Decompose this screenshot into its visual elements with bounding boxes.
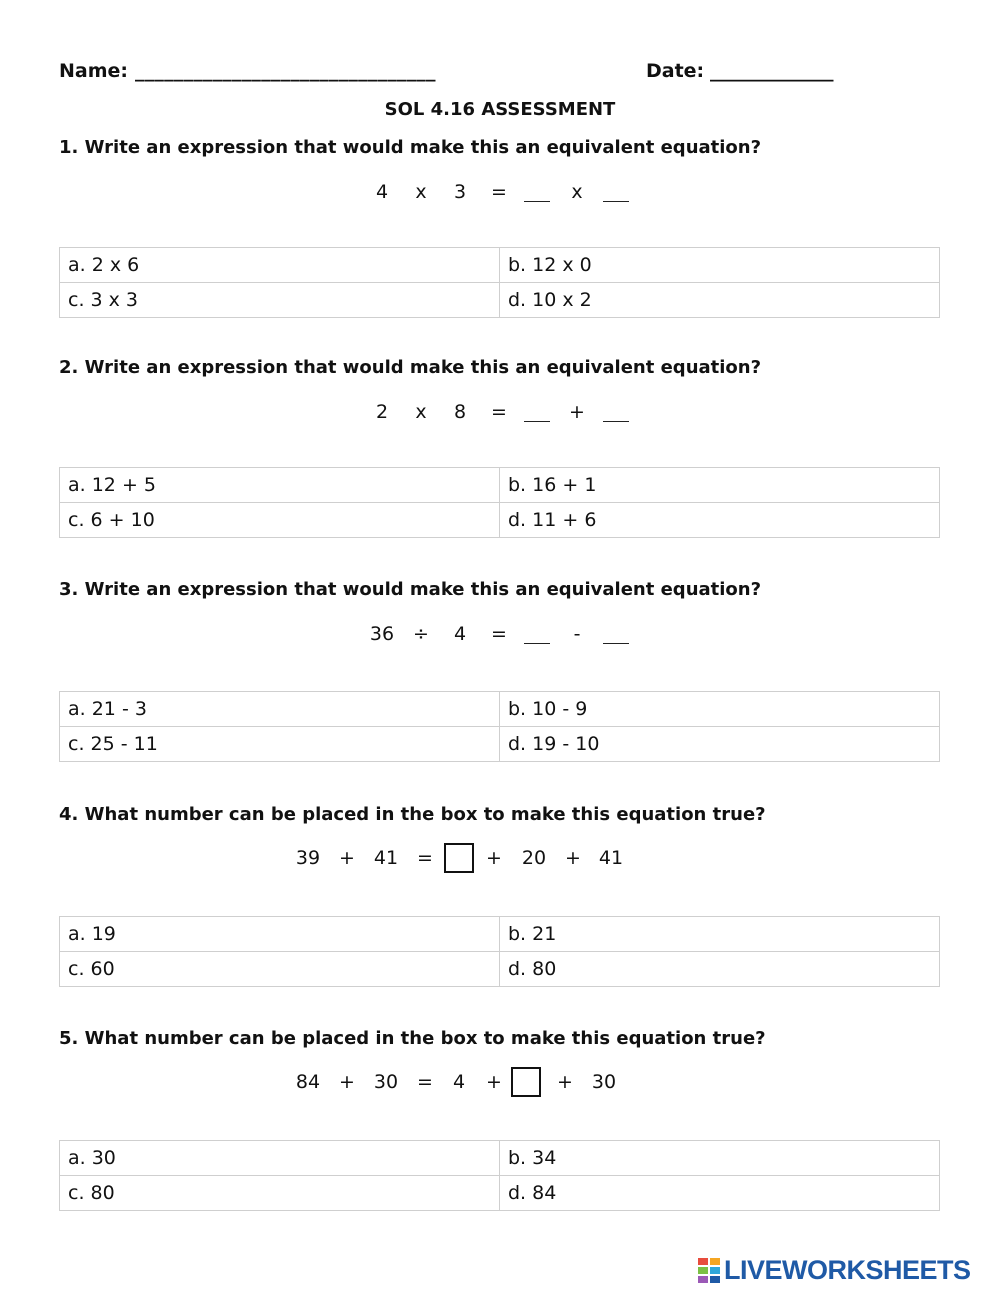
equation-token: = bbox=[491, 401, 507, 423]
equation-token: + bbox=[565, 847, 581, 869]
equation-token: 2 bbox=[375, 401, 389, 423]
equation-token: 84 bbox=[295, 1071, 321, 1093]
equation-token: 3 bbox=[453, 181, 467, 203]
question-2-prompt: 2. Write an expression that would make this an equivalent equation? bbox=[59, 357, 762, 378]
question-4-equation bbox=[0, 847, 1000, 879]
option-b[interactable]: b. 21 bbox=[500, 917, 940, 952]
question-5-prompt: 5. What number can be placed in the box to make this equation true? bbox=[59, 1028, 766, 1049]
question-2-options bbox=[59, 467, 940, 538]
answer-blank[interactable] bbox=[603, 643, 629, 644]
equation-token: 41 bbox=[598, 847, 624, 869]
answer-blank[interactable] bbox=[524, 201, 550, 202]
option-b[interactable]: b. 34 bbox=[500, 1141, 940, 1176]
equation-token: + bbox=[339, 1071, 355, 1093]
question-5-equation bbox=[0, 1071, 1000, 1103]
equation-token: = bbox=[491, 623, 507, 645]
page-title: SOL 4.16 ASSESSMENT bbox=[384, 99, 616, 120]
question-5-options bbox=[59, 1140, 940, 1211]
question-3-options bbox=[59, 691, 940, 762]
question-2-equation bbox=[0, 401, 1000, 429]
equation-token: + bbox=[569, 401, 585, 423]
option-a[interactable]: a. 2 x 6 bbox=[60, 248, 500, 283]
equation-token: 4 bbox=[375, 181, 389, 203]
date-line[interactable]: _____________ bbox=[710, 60, 834, 82]
option-b[interactable]: b. 16 + 1 bbox=[500, 468, 940, 503]
equation-token: + bbox=[486, 1071, 502, 1093]
option-c[interactable]: c. 25 - 11 bbox=[60, 727, 500, 762]
question-4-prompt: 4. What number can be placed in the box to make this equation true? bbox=[59, 804, 766, 825]
option-d[interactable]: d. 19 - 10 bbox=[500, 727, 940, 762]
date-label: Date: bbox=[646, 60, 705, 82]
answer-blank[interactable] bbox=[603, 201, 629, 202]
answer-blank[interactable] bbox=[524, 421, 550, 422]
option-d[interactable]: d. 80 bbox=[500, 952, 940, 987]
answer-box[interactable] bbox=[444, 843, 474, 873]
equation-token: + bbox=[486, 847, 502, 869]
logo-text: LIVEWORKSHEETS bbox=[724, 1255, 971, 1285]
equation-token: + bbox=[339, 847, 355, 869]
equation-token: = bbox=[491, 181, 507, 203]
logo-icon bbox=[698, 1255, 722, 1285]
equation-token: 41 bbox=[373, 847, 399, 869]
name-line[interactable]: _______________________________ bbox=[135, 60, 436, 82]
equation-token: x bbox=[571, 181, 583, 203]
option-c[interactable]: c. 80 bbox=[60, 1176, 500, 1211]
question-3-prompt: 3. Write an expression that would make this an equivalent equation? bbox=[59, 579, 762, 600]
question-4-options bbox=[59, 916, 940, 987]
equation-token: x bbox=[415, 401, 427, 423]
option-d[interactable]: d. 11 + 6 bbox=[500, 503, 940, 538]
option-a[interactable]: a. 12 + 5 bbox=[60, 468, 500, 503]
equation-token: ÷ bbox=[413, 623, 429, 645]
option-a[interactable]: a. 19 bbox=[60, 917, 500, 952]
equation-token: + bbox=[557, 1071, 573, 1093]
option-c[interactable]: c. 6 + 10 bbox=[60, 503, 500, 538]
answer-blank[interactable] bbox=[603, 421, 629, 422]
equation-token: = bbox=[417, 847, 433, 869]
equation-token: x bbox=[415, 181, 427, 203]
question-1-prompt: 1. Write an expression that would make this an equivalent equation? bbox=[59, 137, 762, 158]
option-d[interactable]: d. 84 bbox=[500, 1176, 940, 1211]
equation-token: 36 bbox=[369, 623, 395, 645]
liveworksheets-logo bbox=[698, 1255, 993, 1285]
option-a[interactable]: a. 21 - 3 bbox=[60, 692, 500, 727]
question-1-equation bbox=[0, 181, 1000, 209]
equation-token: 4 bbox=[453, 623, 467, 645]
equation-token: = bbox=[417, 1071, 433, 1093]
equation-token: 20 bbox=[521, 847, 547, 869]
option-c[interactable]: c. 60 bbox=[60, 952, 500, 987]
option-d[interactable]: d. 10 x 2 bbox=[500, 283, 940, 318]
equation-token: 39 bbox=[295, 847, 321, 869]
answer-box[interactable] bbox=[511, 1067, 541, 1097]
question-1-options bbox=[59, 247, 940, 318]
option-a[interactable]: a. 30 bbox=[60, 1141, 500, 1176]
option-b[interactable]: b. 12 x 0 bbox=[500, 248, 940, 283]
equation-token: - bbox=[573, 623, 581, 645]
option-b[interactable]: b. 10 - 9 bbox=[500, 692, 940, 727]
option-c[interactable]: c. 3 x 3 bbox=[60, 283, 500, 318]
question-3-equation bbox=[0, 623, 1000, 651]
equation-token: 30 bbox=[373, 1071, 399, 1093]
equation-token: 8 bbox=[453, 401, 467, 423]
answer-blank[interactable] bbox=[524, 643, 550, 644]
name-label: Name: bbox=[59, 60, 129, 82]
equation-token: 30 bbox=[591, 1071, 617, 1093]
equation-token: 4 bbox=[452, 1071, 466, 1093]
